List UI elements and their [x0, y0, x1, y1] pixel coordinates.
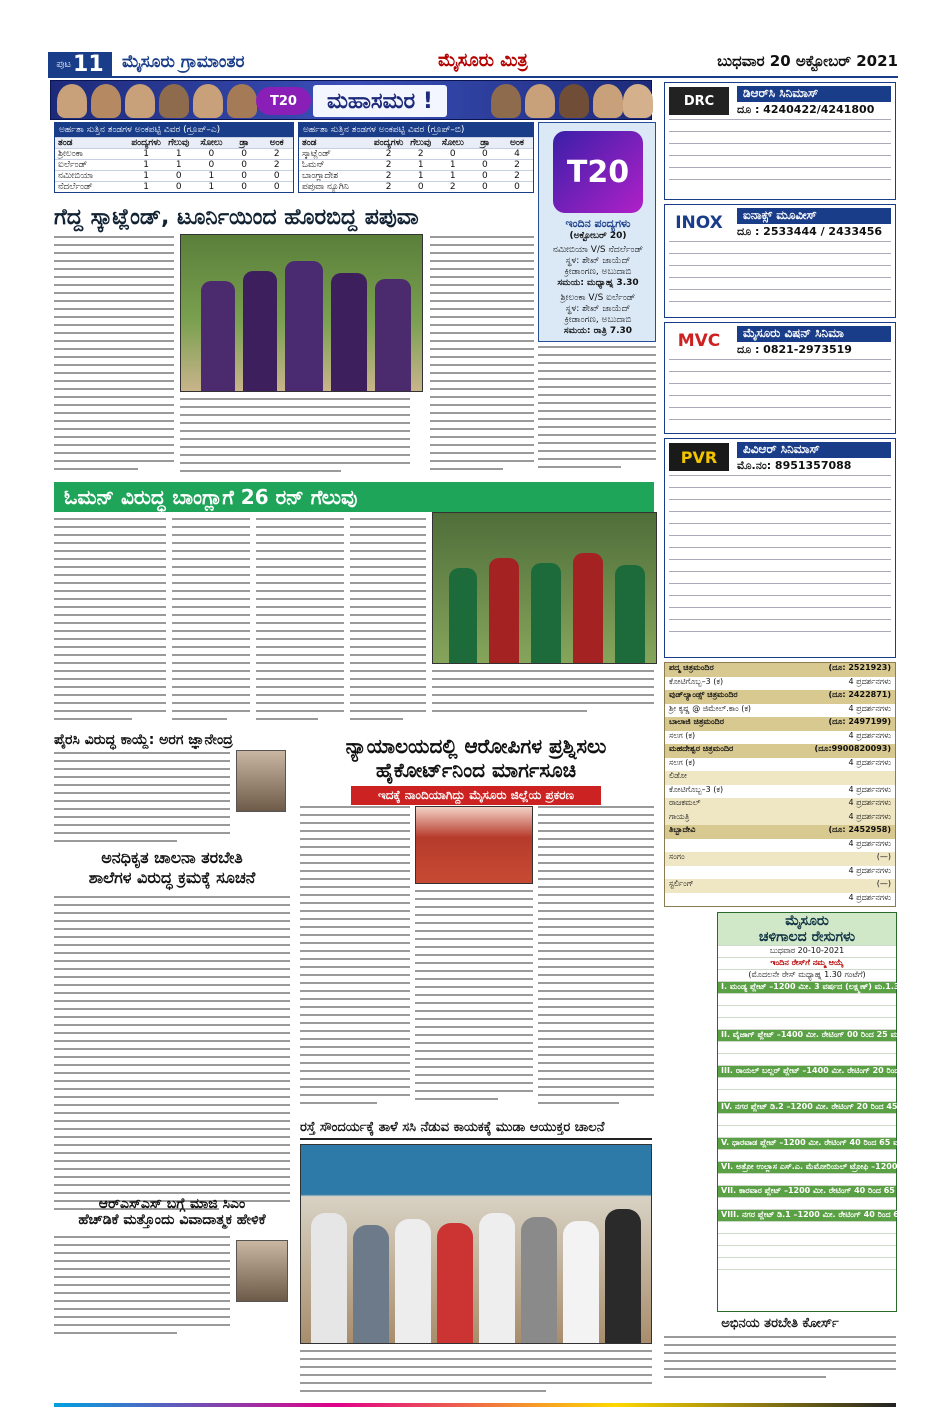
article-text: [54, 518, 166, 723]
race-row: [718, 1209, 943, 1221]
film-name: ಕೋಟಿಗೊಬ್ಬ–3 (ಕ): [669, 676, 724, 686]
player-photo: [57, 84, 87, 118]
pvr-logo: PVR: [669, 443, 729, 471]
acting-course-headline: ಅಭಿನಯ ತರಬೇತಿ ಕೋರ್ಸ್: [721, 1316, 839, 1331]
match-venue: ಸ್ಥಳ: ಶೇಖ್ ಜಾಯೆದ್: [565, 256, 631, 266]
theatre-row: [665, 677, 895, 691]
cell: 1: [143, 182, 149, 192]
story-headline-line: ಹೈಕೋರ್ಟ್‌ನಿಂದ ಮಾರ್ಗಸೂಚಿ: [375, 758, 577, 782]
story-headline-line: ಶಾಲೆಗಳ ವಿರುದ್ಧ ಕ್ರಮಕ್ಕೆ ಸೂಚನೆ: [88, 868, 256, 887]
cell: 0: [241, 149, 247, 159]
mvc-logo: MVC: [677, 331, 721, 351]
theatre-name: ಮಹದೇಶ್ವರ ಚಿತ್ರಮಂದಿರ: [669, 744, 734, 753]
cell: 2: [385, 182, 392, 192]
cell: ಶ್ರೀಲಂಕಾ: [58, 149, 83, 159]
story-headline-piracy: ಪೈರಸಿ ವಿರುದ್ಧ ಕಾಯ್ದೆ: ಅರಗ ಜ್ಞಾನೇಂದ್ರ: [54, 732, 233, 748]
cell: 1: [175, 160, 182, 170]
cell: 0: [241, 160, 247, 170]
film-name: ಶ್ರೀ ಕೃಷ್ಣ @ ಜಿಮೇಲ್.ಕಾಂ (ಕ): [669, 703, 752, 713]
cinema-name: ಮೈಸೂರು ವಿಷನ್ ಸಿನಿಮಾ: [737, 326, 891, 342]
table-caption: ಅರ್ಹತಾ ಸುತ್ತಿನ ತಂಡಗಳ ಅಂಕಪಟ್ಟಿ ವಿವರ (ಗ್ರೂಪ್–ಬಿ): [299, 123, 533, 137]
cell: 1: [208, 182, 215, 192]
theatre-name: ರಾಜಕಮಲ್: [669, 798, 701, 807]
theatre-phone: (ದೂ: 2452958): [828, 825, 891, 834]
todays-matches-box: [538, 122, 656, 342]
race-no: III.: [721, 1066, 733, 1075]
race-time: ಮ.2.30ಕ್ಕೆ: [916, 1066, 951, 1075]
race-row: [718, 1185, 933, 1197]
cell: 0: [449, 149, 456, 159]
cell: 2: [273, 149, 280, 159]
theatre-name: ಸಂಗಂ: [669, 852, 685, 861]
match-venue: ಕ್ರೀಡಾಂಗಣ, ಅಬುದಾಬಿ: [564, 267, 632, 277]
cell: 2: [514, 171, 520, 181]
hdk-photo: [236, 1240, 288, 1302]
theatre-row: [665, 798, 895, 812]
cell: 2: [514, 160, 520, 170]
race-time: ಮ.3.00ಕ್ಕೆ: [900, 1102, 936, 1111]
race-title-line: ಮೈಸೂರು: [718, 913, 896, 929]
story-headline-muda: ರಸ್ತೆ ಸೌಂದರ್ಯಕ್ಕೆ ತಾಳೆ ಸಸಿ ನೆಡುವ ಕಾಯಕಕ್ಕೆ ಮುಡಾ ಆಯುಕ್ತರ ಚಾಲನೆ: [300, 1116, 652, 1140]
cell: 1: [449, 160, 456, 170]
article-text: [54, 896, 290, 1216]
cell: ನೆದರ್ಲೆಂಡ್: [58, 182, 93, 192]
cinema-mysore-vision: [664, 322, 896, 434]
theatre-row: [665, 663, 895, 677]
film-name: ಕೋಟಿಗೊಬ್ಬ–3 (ಕ): [669, 784, 724, 794]
theatre-row: [665, 704, 895, 718]
cell: 4: [514, 149, 520, 159]
cinema-phone: ದೂ : 0821-2973519: [737, 343, 852, 356]
header-cell: ಗೆಲುವು: [168, 138, 190, 148]
cinema-phone: ದೂ : 2533444 / 2433456: [737, 225, 883, 238]
race-no: IV.: [721, 1102, 733, 1111]
article-text: [54, 1236, 230, 1346]
cell: 2: [417, 149, 424, 159]
player-photo: [125, 84, 155, 118]
story-subheadline: ಇದಕ್ಕೆ ನಾಂದಿಯಾಗಿದ್ದು ಮೈಸೂರು ಜಿಲ್ಲೆಯ ಪ್ರಕರಣ: [351, 786, 601, 805]
table-row: [55, 159, 293, 170]
cell: 1: [417, 171, 424, 181]
header-cell: ಡ್ರಾ: [239, 138, 249, 148]
story-driving-schools: [54, 848, 290, 888]
cell: 1: [449, 171, 456, 181]
theatre-row: [665, 852, 895, 866]
cinema-drc: [664, 82, 896, 200]
theatre-row: [665, 744, 895, 758]
cinema-name: ಡಿಆರ್‌ಸಿ ಸಿನಿಮಾಸ್: [737, 86, 891, 102]
table-caption: ಅರ್ಹತಾ ಸುತ್ತಿನ ತಂಡಗಳ ಅಂಕಪಟ್ಟಿ ವಿವರ (ಗ್ರೂಪ್–ಎ): [55, 123, 293, 137]
table-row: [299, 159, 533, 170]
group-b-points-table: [298, 122, 534, 193]
match-time: ಸಮಯ: ಮಧ್ಯಾಹ್ನ 3.30: [557, 278, 639, 288]
race-name: ರಾಯಲ್ ಬಲ್ಲರ್ ಪ್ಲೇಟ್ –1400 ಮೀ. ರೇಟಿಂಗ್ 20 ರಿಂದ 45: [735, 1066, 914, 1075]
article-text: [300, 806, 410, 1112]
banner-title: ಮಹಾಸಮರ !: [313, 85, 447, 117]
race-name: ಮಂಡ್ಯ ಪ್ಲೇಟ್ –1200 ಮೀ. 3 ವರ್ಷದ (ಲಕ್ಷ್ಮಣ್): [729, 982, 872, 991]
table-row: [299, 170, 533, 181]
story-high-court: [300, 734, 652, 805]
cell: 0: [273, 171, 280, 181]
cell: 0: [175, 182, 182, 192]
masthead: ಮೈಸೂರು ಮಿತ್ರ: [438, 50, 528, 71]
race-row: [718, 1161, 951, 1173]
cell: 2: [385, 171, 392, 181]
article-text: [415, 890, 533, 1112]
table-row: [299, 181, 533, 192]
match-time: ಸಮಯ: ರಾತ್ರಿ 7.30: [563, 326, 633, 336]
table-header-row: [299, 137, 533, 148]
race-no: VIII.: [721, 1210, 740, 1219]
bangladesh-team-photo: [432, 512, 657, 664]
theatre-name: ಗಾಯತ್ರಿ: [669, 811, 690, 821]
race-no: I.: [721, 982, 728, 991]
header-cell: ಪಂದ್ಯಗಳು: [131, 138, 161, 148]
race-name: ಅತ್ರೋ ಉಲ್ಲಾಸ ಎಸ್.ಎ. ಮೆಮೋರಿಯಲ್ ಟ್ರೋಫಿ –1200 ಮೀ.: [736, 1162, 914, 1171]
t20-logo: T20: [553, 131, 643, 213]
race-time: ಮ.4.00ಕ್ಕೆ: [916, 1162, 951, 1171]
match-venue: ಕ್ರೀಡಾಂಗಣ, ಅಬುದಾಬಿ: [564, 315, 632, 325]
theatre-row: [665, 866, 895, 880]
theatre-row: [665, 758, 895, 772]
cell: 2: [385, 149, 392, 159]
theatre-row: [665, 785, 895, 799]
header-cell: ಅಂಕ: [269, 138, 284, 148]
story-headline-line: ಆರ್‌ಎಸ್‌ಎಸ್ ಬಗ್ಗೆ ಮಾಜಿ ಸಿಎಂ: [98, 1196, 246, 1212]
race-time: ಮ.5.00ಕ್ಕೆ: [907, 1210, 943, 1219]
theatre-name: ಪದ್ಮ ಚಿತ್ರಮಂದಿರ: [669, 663, 714, 672]
theatre-row: [665, 717, 895, 731]
story-piracy: [54, 732, 290, 748]
match-teams: ಶ್ರೀಲಂಕಾ V/S ಐರ್ಲೆಂಡ್: [560, 293, 636, 303]
table-row: [55, 148, 293, 159]
show-count: 4 ಪ್ರದರ್ಶನಗಳು: [848, 865, 891, 875]
cell: 1: [143, 171, 149, 181]
header-cell: ಪಂದ್ಯಗಳು: [373, 138, 404, 148]
cell: 2: [449, 182, 456, 192]
story-headline-bangladesh: ಓಮನ್ ವಿರುದ್ಧ ಬಾಂಗ್ಲಾಗೆ 26 ರನ್ ಗೆಲುವು: [54, 482, 654, 512]
box-title: ಇಂದಿನ ಪಂದ್ಯಗಳು: [565, 217, 631, 230]
match-venue: ಸ್ಥಳ: ಶೇಖ್ ಜಾಯೆದ್: [565, 304, 631, 314]
theatre-name: ಸ್ಟರ್ಲಿಂಗ್: [669, 879, 694, 888]
minister-photo: [236, 750, 286, 812]
cell: 0: [175, 171, 182, 181]
page-label: ಪುಟ: [56, 58, 72, 70]
theatre-row: [665, 690, 895, 704]
race-row: [718, 1065, 951, 1077]
table-header-row: [55, 137, 293, 148]
inox-logo: INOX: [675, 213, 723, 233]
race-time: ಮ.3.30ಕ್ಕೆ: [893, 1138, 929, 1147]
theatre-phone: (—): [876, 879, 891, 888]
race-date: ಬುಧವಾರ 20-10-2021: [718, 945, 896, 957]
theatre-row: [665, 771, 895, 785]
cell: 0: [241, 171, 247, 181]
cell: ಐರ್ಲೆಂಡ್: [58, 160, 88, 170]
player-photo: [525, 84, 555, 118]
show-count: 4 ಪ್ರದರ್ಶನಗಳು: [848, 798, 891, 807]
player-photo: [227, 84, 257, 118]
show-count: 4 ಪ್ರದರ್ಶನಗಳು: [848, 892, 891, 902]
story-headline-line: ಹೆಚ್‌ಡಿಕೆ ಮತ್ತೊಂದು ವಿವಾದಾತ್ಮಕ ಹೇಳಿಕೆ: [78, 1212, 266, 1228]
cell: 0: [208, 149, 215, 159]
cell: 0: [481, 171, 488, 181]
show-count: 4 ಪ್ರದರ್ಶನಗಳು: [848, 784, 891, 794]
article-text: [54, 752, 230, 846]
box-date: (ಅಕ್ಟೋಬರ್ 20): [569, 231, 627, 241]
cell: 0: [208, 160, 215, 170]
player-photo: [623, 84, 653, 118]
cell: 1: [143, 149, 149, 159]
player-photo: [91, 84, 121, 118]
cell: 0: [241, 182, 247, 192]
show-count: 4 ಪ್ರದರ್ಶನಗಳು: [848, 811, 891, 821]
article-text: [538, 346, 656, 476]
photo-caption: [300, 1350, 652, 1398]
header-cell: ತಂಡ: [302, 138, 317, 148]
article-text: [180, 398, 410, 478]
theatre-name: ಬಾಲಾಜಿ ಚಿತ್ರಮಂದಿರ: [669, 717, 724, 726]
theatre-name: ವುಡ್‌ಲ್ಯಾಂಡ್ಸ್ ಚಿತ್ರಮಂದಿರ: [669, 690, 738, 699]
cinema-pvr: [664, 438, 896, 658]
issue-date: ಬುಧವಾರ 20 ಅಕ್ಟೋಬರ್ 2021: [717, 52, 898, 70]
theatre-name: ತಿಬ್ಬಾದೇವಿ: [669, 825, 696, 834]
player-photo: [593, 84, 623, 118]
cell: 0: [417, 182, 424, 192]
theatre-row: [665, 839, 895, 853]
cell: ಬಾಂಗ್ಲಾದೇಶ: [302, 171, 339, 181]
article-text: [172, 518, 250, 723]
cell: 2: [385, 160, 392, 170]
theatre-row: [665, 879, 895, 893]
race-row: [718, 1137, 929, 1149]
race-no: VII.: [721, 1186, 737, 1195]
table-row: [299, 148, 533, 159]
story-headline-line: ಅನಧಿಕೃತ ಚಾಲನಾ ತರಬೇತಿ: [101, 848, 243, 867]
cinema-inox: [664, 204, 896, 318]
theatre-row: [665, 812, 895, 826]
show-count: 4 ಪ್ರದರ್ಶನಗಳು: [848, 757, 891, 767]
high-court-building-photo: [415, 806, 533, 884]
cell: 1: [143, 160, 149, 170]
article-text: [432, 670, 654, 724]
story-headline-scotland: ಗೆದ್ದ ಸ್ಕಾಟ್ಲೆಂಡ್, ಟೂರ್ನಿಯಿಂದ ಹೊರಬಿದ್ದ ಪಪುವಾ: [54, 205, 419, 230]
race-time: ಮ.2.00ಕ್ಕೆ: [890, 1030, 926, 1039]
cell: 0: [481, 160, 488, 170]
race-name: ನಗರ ಪ್ಲೇಟ್ ಡಿ.1 –1200 ಮೀ. ರೇಟಿಂಗ್ 40 ರಿಂದ 65: [741, 1210, 905, 1219]
article-text: [256, 518, 344, 723]
cell: 1: [175, 149, 182, 159]
section-title: ಮೈಸೂರು ಗ್ರಾಮಾಂತರ: [122, 52, 245, 72]
film-name: ಸಲಗ (ಕ): [669, 730, 696, 740]
race-row: [718, 981, 910, 993]
cell: 0: [481, 149, 488, 159]
theatre-phone: (—): [876, 852, 891, 861]
page-number: 11: [73, 51, 104, 77]
player-photo: [491, 84, 521, 118]
theatre-listings: [664, 662, 896, 907]
theatre-row: [665, 731, 895, 745]
cinema-name: ಐನಾಕ್ಸ್ ಮೂವೀಸ್: [737, 208, 891, 224]
article-text: [664, 1336, 896, 1396]
theatre-phone: (ದೂ: 2521923): [828, 663, 891, 672]
header-cell: ತಂಡ: [58, 138, 73, 148]
race-no: V.: [721, 1138, 730, 1147]
cinema-name: ಪಿವಿಆರ್ ಸಿನಿಮಾಸ್: [737, 442, 891, 458]
cell: ಓಮನ್: [302, 160, 325, 170]
header-cell: ಅಂಕ: [509, 138, 524, 148]
header-cell: ಡ್ರಾ: [480, 138, 490, 148]
theatre-row: [665, 893, 895, 907]
race-no: VI.: [721, 1162, 734, 1171]
cinema-phone: ಮೊ.ನಂ: 8951357088: [737, 459, 852, 472]
race-name: ಕಾರವಾರ ಪ್ಲೇಟ್ –1200 ಮೀ. ರೇಟಿಂಗ್ 40 ರಿಂದ 65: [738, 1186, 895, 1195]
race-time: ಮ.1.30ಕ್ಕೆ: [874, 982, 910, 991]
player-photo: [193, 84, 223, 118]
race-subtitle: ಇಂದಿನ ರೇಸ್‌ಗೆ ನಮ್ಮ ಆಯ್ಕೆ: [718, 957, 896, 969]
page-number-badge: [48, 52, 112, 76]
race-first-time: (ಮೊದಲನೇ ರೇಸ್ ಮಧ್ಯಾಹ್ನ 1.30 ಗಂಟೆಗೆ): [718, 969, 896, 981]
header-cell: ಸೋಲು: [200, 138, 223, 148]
cell: ನಮೀಬಿಯಾ: [58, 171, 94, 181]
show-count: 4 ಪ್ರದರ್ಶನಗಳು: [848, 676, 891, 686]
cell: 0: [481, 182, 488, 192]
theatre-phone: (ದೂ: 2422871): [828, 690, 891, 699]
theatre-phone: (ದೂ: 2497199): [828, 717, 891, 726]
sapling-planting-photo: [300, 1144, 652, 1344]
cell: 1: [208, 171, 215, 181]
race-row: [718, 1101, 936, 1113]
race-name: ವೈಜಾಗ್ ಪ್ಲೇಟ್ –1400 ಮೀ. ರೇಟಿಂಗ್ 00 ರಿಂದ 25: [732, 1030, 888, 1039]
race-no: II.: [721, 1030, 730, 1039]
scotland-team-photo: [180, 234, 423, 392]
cell: ಪಪುವಾ ನ್ಯೂಗಿನಿ: [302, 182, 349, 192]
cell: 0: [514, 182, 520, 192]
header-cell: ಸೋಲು: [441, 138, 464, 148]
table-row: [55, 170, 293, 181]
show-count: 4 ಪ್ರದರ್ಶನಗಳು: [848, 703, 891, 713]
cell: 1: [417, 160, 424, 170]
article-text: [430, 236, 534, 476]
match-teams: ನಮೀಬಿಯಾ V/S ನೆದರ್ಲೆಂಡ್: [552, 245, 644, 255]
drc-logo: DRC: [669, 87, 729, 115]
t20-banner: [50, 80, 652, 120]
theatre-phone: (ದೂ:9900820093): [814, 744, 891, 753]
cell: 2: [273, 160, 280, 170]
show-count: 4 ಪ್ರದರ್ಶನಗಳು: [848, 730, 891, 740]
player-photo: [559, 84, 589, 118]
page-header: [48, 48, 898, 78]
race-row: [718, 1029, 926, 1041]
article-text: [54, 236, 174, 476]
show-count: 4 ಪ್ರದರ್ಶನಗಳು: [848, 838, 891, 848]
theatre-name: ಲಿಡೋ: [669, 771, 687, 780]
race-box: [717, 912, 951, 1312]
race-name: ಧಾರವಾಡ ಪ್ಲೇಟ್ –1200 ಮೀ. ರೇಟಿಂಗ್ 40 ರಿಂದ 65: [732, 1138, 891, 1147]
t20-badge: T20: [256, 87, 311, 115]
article-text: [538, 806, 654, 1112]
cell: ಸ್ಕಾಟ್ಲೆಂಡ್: [302, 149, 331, 159]
story-hdk: [54, 1196, 290, 1228]
print-color-bar: [54, 1403, 896, 1407]
film-name: ಸಲಗ (ಕ): [669, 757, 696, 767]
group-a-points-table: [54, 122, 294, 193]
race-title-line: ಚಳಿಗಾಲದ ರೇಸುಗಳು: [718, 929, 896, 945]
player-photo: [159, 84, 189, 118]
cell: 0: [273, 182, 280, 192]
theatre-row: [665, 825, 895, 839]
race-time: ಮ.4.30ಕ್ಕೆ: [897, 1186, 933, 1195]
article-text: [350, 518, 426, 723]
race-name: ನಗರ ಪ್ಲೇಟ್ ಡಿ.2 –1200 ಮೀ. ರೇಟಿಂಗ್ 20 ರಿಂದ 45: [734, 1102, 898, 1111]
table-row: [55, 181, 293, 192]
header-cell: ಗೆಲುವು: [410, 138, 432, 148]
cinema-phone: ದೂ : 4240422/4241800: [737, 103, 875, 116]
story-headline-line: ನ್ಯಾಯಾಲಯದಲ್ಲಿ ಆರೋಪಿಗಳ ಪ್ರಶ್ನಿಸಲು: [345, 734, 607, 758]
